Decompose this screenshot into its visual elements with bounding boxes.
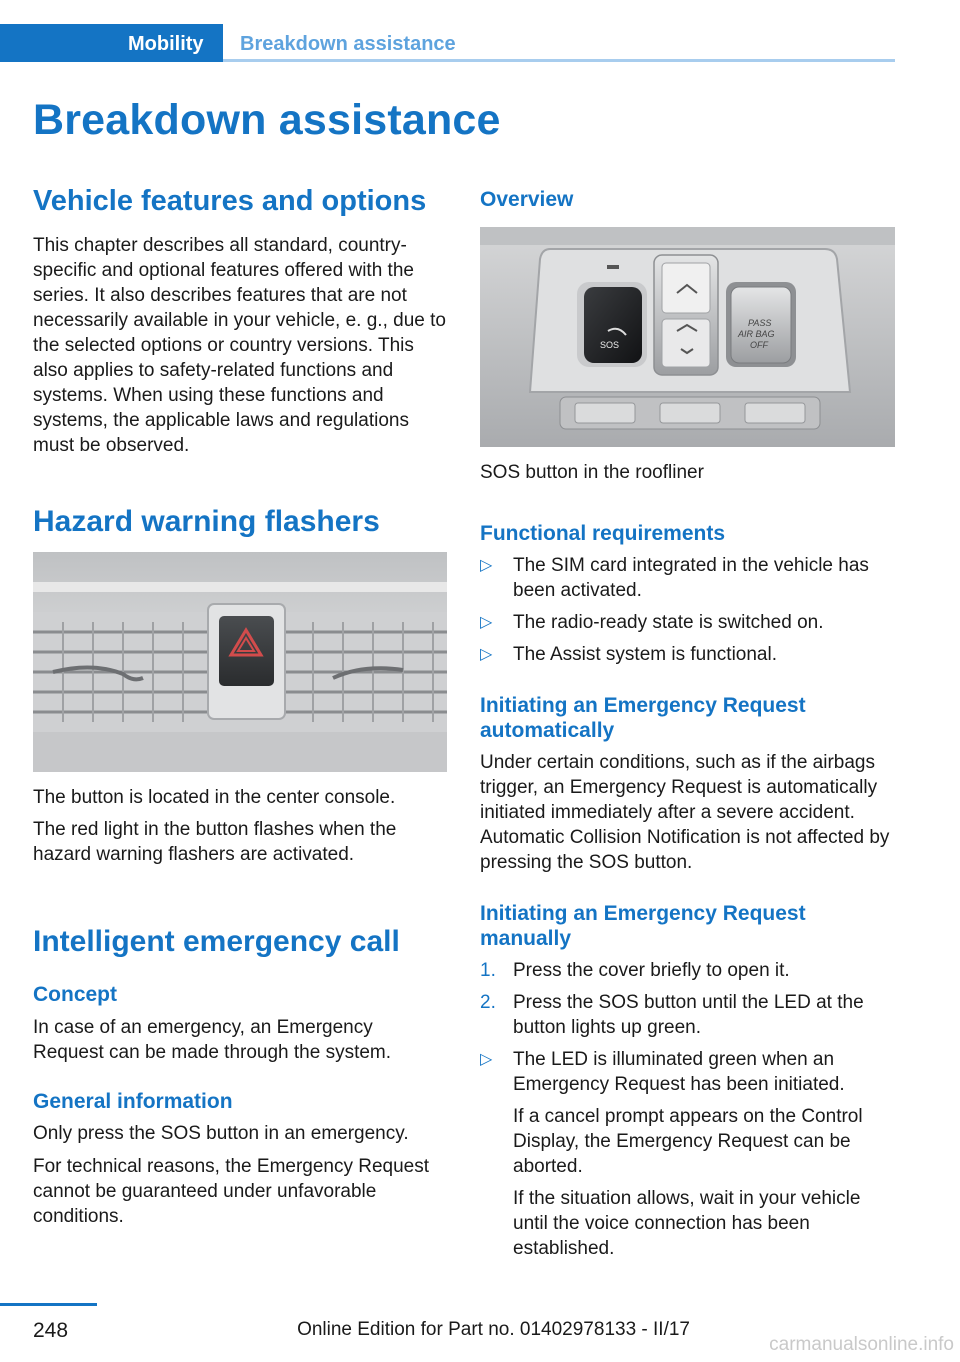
sos-label-in-image: SOS bbox=[600, 340, 620, 350]
concept-heading: Concept bbox=[33, 983, 117, 1006]
watermark: carmanualsonline.info bbox=[769, 1334, 954, 1355]
hazard-light-text: The red light in the button flashes when the hazard warning flashers are activated. bbox=[33, 819, 397, 865]
sos-image-caption: SOS button in the roofliner bbox=[480, 462, 704, 483]
manual-request-steps bbox=[480, 958, 895, 1268]
header-rule bbox=[223, 59, 895, 62]
manual-request-heading: Initiating an Emergency Request manually bbox=[480, 902, 806, 950]
triangle-bullet-icon: ▷ bbox=[480, 646, 493, 663]
cancel-prompt-note: If a cancel prompt appears on the Control Display, the Emergency Request can be aborted. bbox=[513, 1106, 863, 1177]
airbag-label-in-image: AIR BAG bbox=[738, 329, 775, 339]
vehicle-features-body: This chapter describes all standard, country-specific and optional features offered with the series. It also describes features that are not necessarily available in your vehicle, e. g., due to the selected options or country versions. This also applies to safety-related functions and systems. When using these functions and systems, the applicable laws and regulations must be observed. bbox=[33, 235, 446, 456]
vehicle-features-heading: Vehicle features and options bbox=[33, 185, 427, 217]
breadcrumb: Breakdown assistance bbox=[240, 33, 456, 55]
functional-requirements-heading: Functional requirements bbox=[480, 522, 726, 545]
sos-button-image bbox=[480, 227, 895, 447]
hazard-location-text: The button is located in the center console. bbox=[33, 787, 396, 808]
auto-request-heading: Initiating an Emergency Request automatically bbox=[480, 694, 806, 742]
list-item: 2. Press the SOS button until the LED at the button lights up green. bbox=[480, 992, 864, 1038]
page-number: 248 bbox=[33, 1319, 69, 1342]
general-info-heading: General information bbox=[33, 1090, 233, 1113]
general-info-text-2: For technical reasons, the Emergency Request cannot be guaranteed under unfavorable conditions. bbox=[33, 1156, 430, 1227]
functional-requirements-list bbox=[480, 553, 895, 674]
hazard-button-image bbox=[33, 552, 447, 772]
list-item: ▷ The Assist system is functional. bbox=[480, 644, 777, 665]
list-item: ▷ The SIM card integrated in the vehicle has been activated. bbox=[480, 555, 869, 601]
general-info-text-1: Only press the SOS button in an emergency. bbox=[33, 1123, 409, 1144]
emergency-call-heading: Intelligent emergency call bbox=[33, 925, 400, 958]
list-item: ▷ The LED is illuminated green when an Emergency Request has been initiated. If a cancel prompt appears on the Control Display, the Emergency Request can be aborted. If the situation allows, wait in your vehicle until the voice connection has been established. bbox=[480, 1047, 895, 1261]
overview-heading: Overview bbox=[480, 188, 574, 211]
off-label-in-image: OFF bbox=[750, 340, 768, 350]
pass-label-in-image: PASS bbox=[748, 318, 772, 328]
page-title: Breakdown assistance bbox=[33, 96, 501, 144]
triangle-bullet-icon: ▷ bbox=[480, 1051, 493, 1068]
section-tab: Mobility bbox=[0, 24, 223, 62]
list-item: 1. Press the cover briefly to open it. bbox=[480, 960, 790, 981]
concept-body: In case of an emergency, an Emergency Request can be made through the system. bbox=[33, 1017, 392, 1063]
roofliner-illustration bbox=[480, 227, 895, 447]
hazard-heading: Hazard warning flashers bbox=[33, 505, 380, 538]
wait-note: If the situation allows, wait in your vehicle until the voice connection has been established. bbox=[513, 1188, 861, 1259]
triangle-bullet-icon: ▷ bbox=[480, 557, 493, 574]
page-header bbox=[0, 0, 960, 62]
footer-rule bbox=[0, 1303, 97, 1306]
list-item: ▷ The radio-ready state is switched on. bbox=[480, 612, 824, 633]
center-console-illustration bbox=[33, 552, 447, 772]
triangle-bullet-icon: ▷ bbox=[480, 614, 493, 631]
edition-note: Online Edition for Part no. 01402978133 - II/17 bbox=[297, 1319, 690, 1340]
auto-request-body: Under certain conditions, such as if the airbags trigger, an Emergency Request is automatically initiated immediately after a severe accident. Automatic Collision Notification is not affected by pressing the SOS button. bbox=[480, 752, 890, 873]
